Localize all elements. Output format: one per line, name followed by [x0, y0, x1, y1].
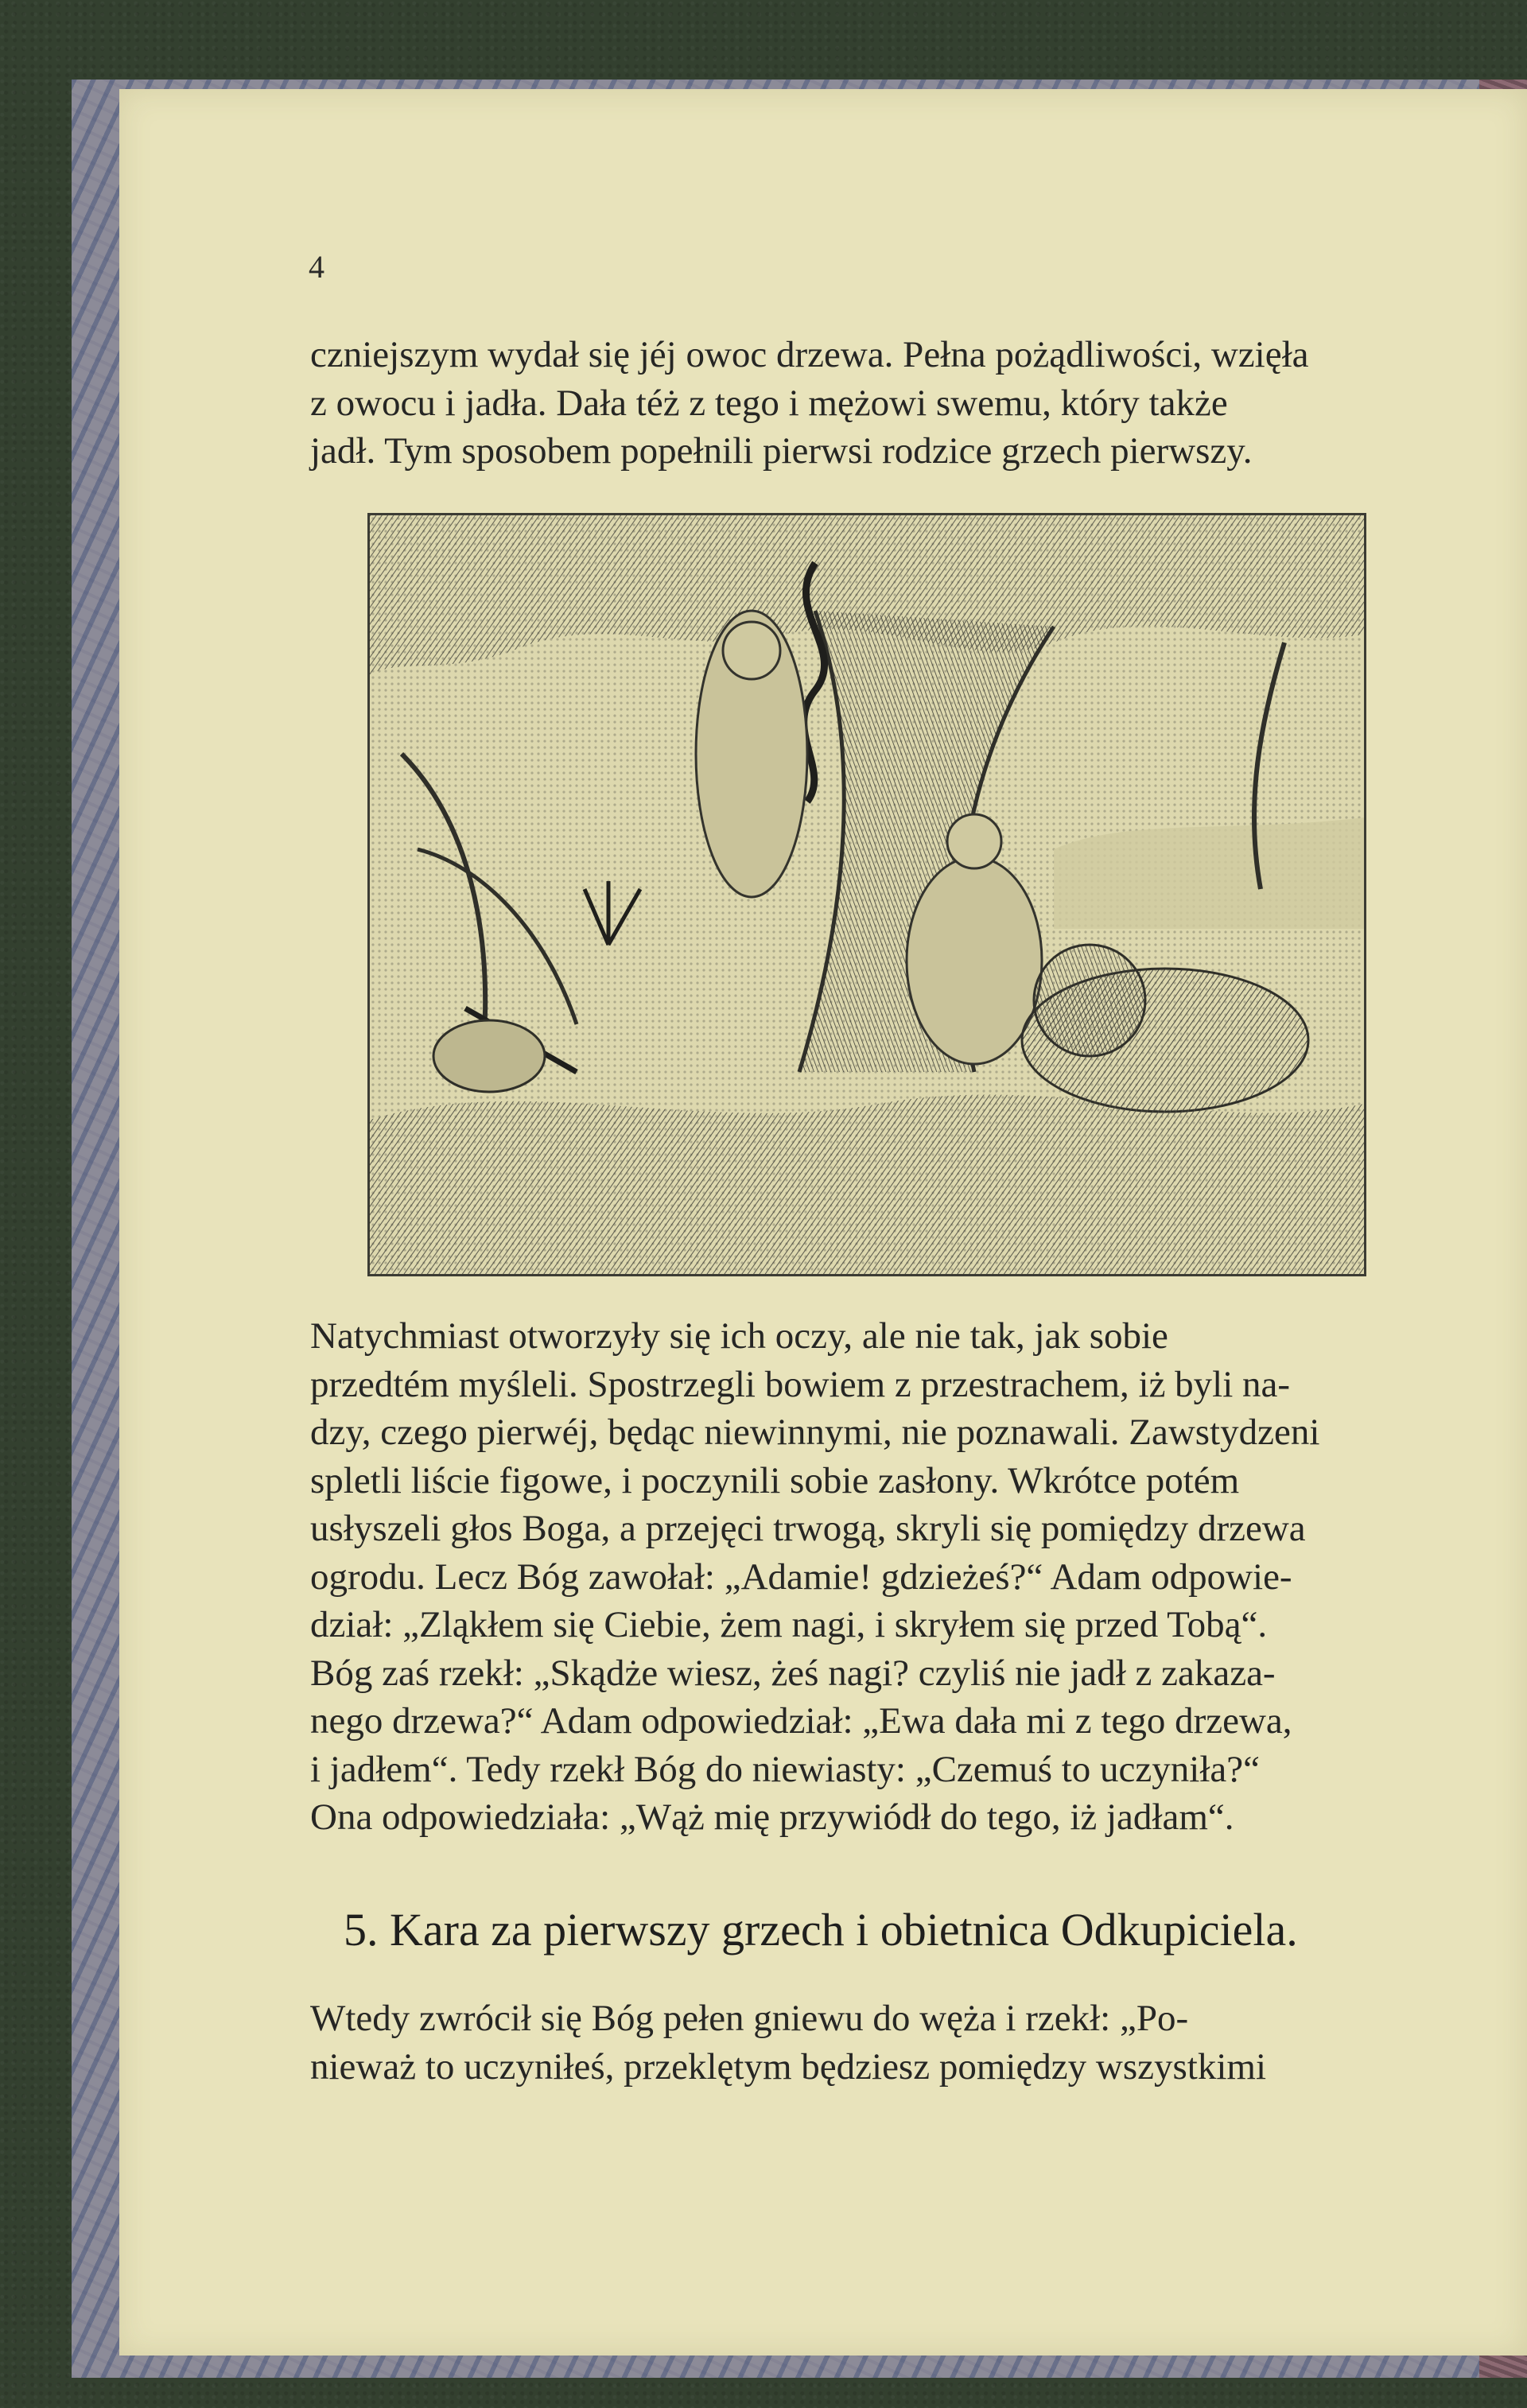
- paragraph-3: Wtedy zwrócił się Bóg pełen gniewu do węża i rzekł: „Po- nieważ to uczyniłeś, przeklętym będziesz pomiędzy wszystkimi: [310, 1998, 1267, 2088]
- paragraph-2: Natychmiast otworzyły się ich oczy, ale nie tak, jak sobie przedtém myśleli. Spostrzegli bowiem z przestrachem, iż byli na- dzy, czego pierwéj, będąc niewinnymi, nie poznawali. Zawstydzeni spletli liście figowe, i poczynili sobie zasłony. Wkrótce potém usłyszeli głos Boga, a przejęci trwogą, skryli się pomiędzy drzewa ogrodu. Lecz Bóg zawołał: „Adamie! gdzieżeś?“ Adam odpowie- dział: „Zląkłem się Ciebie, żem nagi, i skryłem się przed Tobą“. Bóg zaś rzekł: „Skądże wiesz, żeś nagi? czyliś nie jadł z zakaza- nego drzewa?“ Adam odpowiedział: „Ewa dała mi z tego drzewa, i jadłem“. Tedy rzekł Bóg do niewiasty: „Czemuś to uczyniła?“ Ona odpowiedziała: „Wąż mię przywiódł do tego, iż jadłam“.: [310, 1315, 1320, 1838]
- section-heading: 5. Kara za pierwszy grzech i obietnica Odkupiciela.: [344, 1904, 1298, 1956]
- page-number: 4: [309, 249, 324, 285]
- illustration-engraving: [367, 513, 1366, 1276]
- paragraph-1: czniejszym wydał się jéj owoc drzewa. Pełna pożądliwości, wzięła z owocu i jadła. Dała téż z tego i mężowi swemu, który także jadł. Tym sposobem popełnili pierwsi rodzice grzech pierwszy.: [310, 334, 1309, 472]
